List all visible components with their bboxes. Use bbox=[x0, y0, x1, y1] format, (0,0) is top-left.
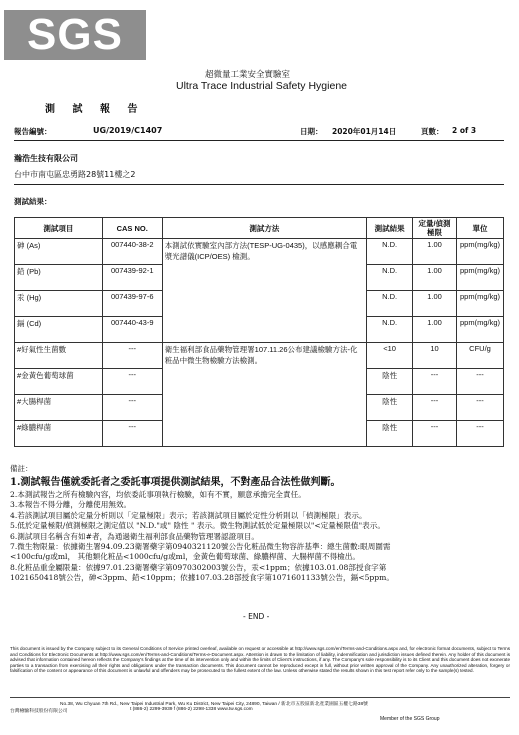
test-item: 汞 (Hg) bbox=[15, 291, 103, 317]
report-no-label: 報告編號： bbox=[14, 127, 52, 136]
cas-no: --- bbox=[102, 343, 162, 369]
header-test-item: 測試項目 bbox=[15, 218, 103, 239]
test-item: #大腸桿菌 bbox=[15, 395, 103, 421]
note-line: 5.低於定量極限/偵測極限之測定值以 "N.D."或" 陰性 " 表示。微生物測試低於定量極限以"<定量極限值"表示。 bbox=[10, 521, 385, 531]
cas-no: --- bbox=[102, 395, 162, 421]
detection-limit: 1.00 bbox=[413, 291, 457, 317]
lab-name-zh: 超微量工業安全實驗室 bbox=[205, 70, 291, 80]
header-result: 測試結果 bbox=[367, 218, 413, 239]
footer-contact: t (886-2) 2299-3939 f (886-2) 2298-1338 www.tw.sgs.com bbox=[130, 707, 253, 712]
client-name: 瀚浩生技有限公司 bbox=[14, 154, 78, 163]
cas-no: --- bbox=[102, 369, 162, 395]
disclaimer-text: This document is issued by the Company subject to its General Conditions of Service printed overleaf, available on request or accessible at http://www.sgs.com/en/Terms-and-Conditions.aspx and, for electronic format documents, subject to Terms and Conditions for Electronic Documents at http://www.sgs.com/en/Terms-and-Conditions/Terms-e-Document.aspx. Attention is drawn to the limitation of liability, indemnification and jurisdiction issues defined therein. Any holder of this document is advised that information contained hereon reflects the Company's findings at the time of its intervention only and within the limits of Client's instructions, if any. The Company's sole responsibility is to its Client and this document does not exonerate parties to a transaction from exercising all their rights and obligations under the transaction documents. This document cannot be reproduced except in full, without prior written approval of the Company. Any unauthorized alteration, forgery or falsification of the content or appearance of this document is unlawful and offenders may be prosecuted to the fullest extent of the law. Unless otherwise stated the results shown in this test report refer only to the sample(s) tested. bbox=[10, 646, 510, 674]
cas-no: 007440-38-2 bbox=[102, 239, 162, 265]
table-header-row bbox=[15, 218, 504, 239]
test-result: 陰性 bbox=[367, 369, 413, 395]
header-unit: 單位 bbox=[456, 218, 503, 239]
test-result: 陰性 bbox=[367, 395, 413, 421]
divider bbox=[14, 184, 504, 185]
test-item: 鉛 (Pb) bbox=[15, 265, 103, 291]
cas-no: --- bbox=[102, 421, 162, 447]
unit: CFU/g bbox=[456, 343, 503, 369]
test-result: N.D. bbox=[367, 291, 413, 317]
report-no: UG/2019/C1407 bbox=[93, 126, 163, 135]
test-method: 本測試依實驗室內部方法(TESP-UG-0435)，以感應耦合電漿光譜儀(ICP/OES) 檢測。 bbox=[162, 239, 366, 343]
notes-label: 備註： bbox=[10, 464, 33, 473]
detection-limit: --- bbox=[413, 421, 457, 447]
unit: --- bbox=[456, 421, 503, 447]
note-line: 3.本報告不得分離，分離使用無效。 bbox=[10, 500, 132, 510]
page-number: 2 of 3 bbox=[452, 126, 477, 135]
note-line: 1.測試報告僅就委託者之委託事項提供測試結果，不對產品合法性做判斷。 bbox=[10, 477, 341, 488]
test-method: 衛生福利部食品藥物管理署107.11.26公布建議檢驗方法-化粧品中微生物檢驗方法檢測。 bbox=[162, 343, 366, 447]
note-line: 1021650418號公告，砷<3ppm、鉛<10ppm；依據107.03.28部授食字第1071601133號公告，鎘<5ppm。 bbox=[10, 573, 394, 583]
test-item: 鎘 (Cd) bbox=[15, 317, 103, 343]
note-line: 8.化粧品重金屬限量：依據97.01.23衛署藥字第0970302003號公告，汞<1ppm；依據103.01.08部授食字第 bbox=[10, 562, 387, 572]
test-result: N.D. bbox=[367, 239, 413, 265]
detection-limit: --- bbox=[413, 395, 457, 421]
footer-address: No.38, Wu Chyuan 7th Rd., New Taipei Industrial Park, Wu Ku District, New Taipei City, 24890, Taiwan / 新北市五股區新北產業園區五權七路38號 bbox=[60, 702, 368, 707]
client-address: 台中市南屯區忠勇路28號11樓之2 bbox=[14, 170, 136, 179]
test-item: #金黃色葡萄球菌 bbox=[15, 369, 103, 395]
detection-limit: 1.00 bbox=[413, 265, 457, 291]
test-result: N.D. bbox=[367, 265, 413, 291]
cas-no: 007439-97-6 bbox=[102, 291, 162, 317]
unit: --- bbox=[456, 369, 503, 395]
test-item: 砷 (As) bbox=[15, 239, 103, 265]
header-method: 測試方法 bbox=[162, 218, 366, 239]
test-result: N.D. bbox=[367, 317, 413, 343]
table-row bbox=[15, 239, 504, 265]
table-row bbox=[15, 343, 504, 369]
test-result: <10 bbox=[367, 343, 413, 369]
note-line: 2.本測試報告之所有檢驗內容，均依委託事項執行檢驗，如有不實，願意承擔完全責任。 bbox=[10, 490, 306, 499]
note-line: 4.若該測試項目屬於定量分析則以「定量極限」表示；若該測試項目屬於定性分析則以「偵測極限」表示。 bbox=[10, 510, 367, 520]
note-line: <100cfu/g或ml， 其他類化粧品<1000cfu/g或ml，金黃色葡萄球菌、綠膿桿菌、大腸桿菌不得檢出。 bbox=[10, 552, 360, 562]
header-cas-no: CAS NO. bbox=[102, 218, 162, 239]
test-item: #綠膿桿菌 bbox=[15, 421, 103, 447]
divider bbox=[14, 140, 504, 141]
footer-company: 台灣檢驗科技股份有限公司 bbox=[10, 709, 68, 714]
note-line: 7.微生物限量：依據衛生署94.09.23衛署藥字第0940321120號公告化粧品微生物容許基準：總生菌數:眼周圍需 bbox=[10, 542, 391, 552]
detection-limit: 1.00 bbox=[413, 317, 457, 343]
end-marker: - END - bbox=[243, 612, 270, 621]
unit: ppm(mg/kg) bbox=[456, 317, 503, 343]
cas-no: 007439-92-1 bbox=[102, 265, 162, 291]
unit: --- bbox=[456, 395, 503, 421]
unit: ppm(mg/kg) bbox=[456, 265, 503, 291]
detection-limit: 10 bbox=[413, 343, 457, 369]
notes-list bbox=[10, 476, 510, 584]
footer-member: Member of the SGS Group bbox=[380, 716, 440, 722]
unit: ppm(mg/kg) bbox=[456, 291, 503, 317]
footer-divider bbox=[10, 697, 510, 698]
unit: ppm(mg/kg) bbox=[456, 239, 503, 265]
report-date: 2020年01月14日 bbox=[332, 127, 397, 136]
test-result: 陰性 bbox=[367, 421, 413, 447]
note-line: 6.測試項目名稱含有如#者，為通過衛生福利部食品藥物管理署認證項目。 bbox=[10, 531, 260, 541]
results-label: 測試結果： bbox=[14, 197, 52, 206]
page-label: 頁數： bbox=[421, 127, 444, 136]
lab-name-en: Ultra Trace Industrial Safety Hygiene bbox=[176, 80, 347, 92]
cas-no: 007440-43-9 bbox=[102, 317, 162, 343]
sgs-logo: SGS bbox=[27, 10, 123, 59]
detection-limit: --- bbox=[413, 369, 457, 395]
detection-limit: 1.00 bbox=[413, 239, 457, 265]
header-limit: 定量/偵測 極限 bbox=[413, 218, 457, 239]
test-item: #好氣性生菌數 bbox=[15, 343, 103, 369]
results-table bbox=[14, 217, 504, 447]
date-label: 日期： bbox=[300, 127, 323, 136]
report-title: 測 試 報 告 bbox=[45, 104, 145, 115]
